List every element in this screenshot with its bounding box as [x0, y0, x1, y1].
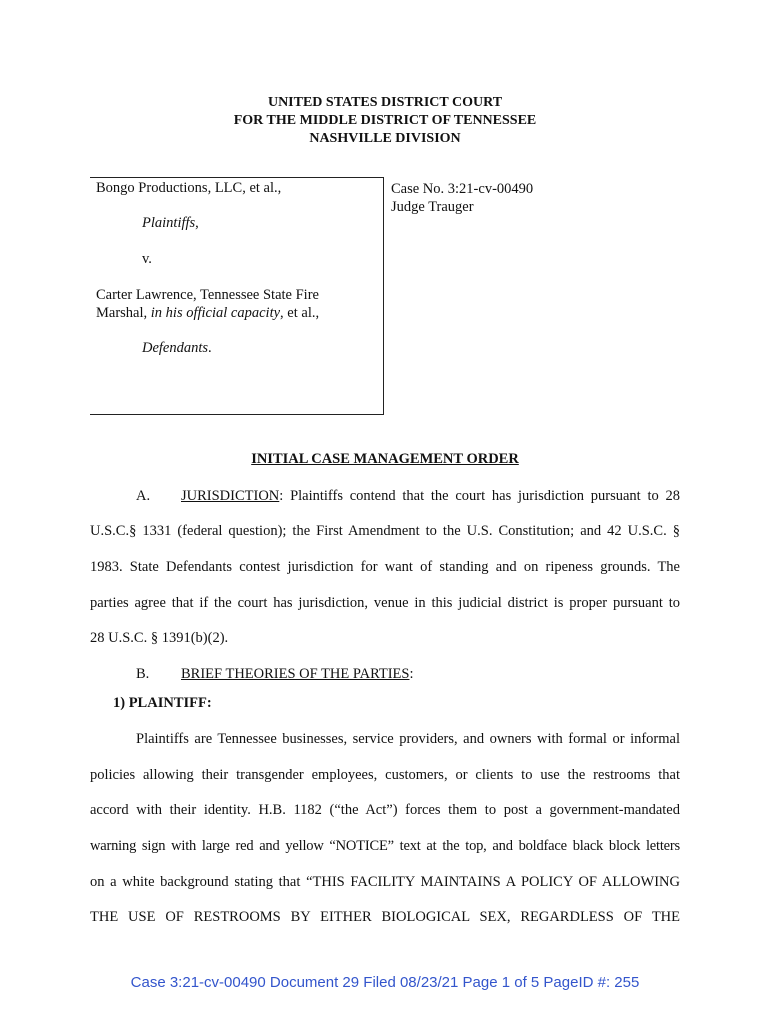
- case-info: [391, 180, 533, 216]
- section-a-line3: 1983. State Defendants contest jurisdiction for want of standing and on ripeness grounds. The: [90, 559, 680, 575]
- court-name: UNITED STATES DISTRICT COURT: [267, 95, 503, 110]
- court-heading: [0, 94, 770, 148]
- section-a-line4: parties agree that if the court has jurisdiction, venue in this judicial district is proper pursuant to: [90, 595, 680, 611]
- ecf-footer-stamp: Case 3:21-cv-00490 Document 29 Filed 08/23/21 Page 1 of 5 PageID #: 255: [130, 974, 640, 991]
- plaintiffs-label: Plaintiffs,: [142, 215, 199, 231]
- section-a-line1: JURISDICTION: Plaintiffs contend that the court has jurisdiction pursuant to 28: [181, 488, 680, 504]
- plaintiff-line6: THE USE OF RESTROOMS BY EITHER BIOLOGICAL SEX, REGARDLESS OF THE: [90, 909, 680, 925]
- court-district: FOR THE MIDDLE DISTRICT OF TENNESSEE: [233, 113, 537, 128]
- plaintiff-name: Bongo Productions, LLC, et al.,: [96, 180, 282, 196]
- versus: v.: [142, 251, 152, 267]
- section-a-line5: 28 U.S.C. § 1391(b)(2).: [90, 630, 229, 646]
- defendant-name-line2: Marshal, in his official capacity, et al.,: [96, 305, 320, 321]
- plaintiff-subheading: 1) PLAINTIFF:: [113, 695, 212, 711]
- defendants-label: Defendants.: [142, 340, 212, 356]
- plaintiff-line3: accord with their identity. H.B. 1182 (“the Act”) forces them to post a government-mandated: [90, 802, 680, 818]
- defendant-name-line1: Carter Lawrence, Tennessee State Fire: [96, 287, 319, 303]
- plaintiff-line2: policies allowing their transgender employees, customers, or clients to use the restrooms that: [90, 767, 680, 783]
- judge-name: Judge Trauger: [391, 199, 474, 215]
- section-b-letter: B.: [136, 666, 150, 682]
- plaintiff-line1: Plaintiffs are Tennessee businesses, service providers, and owners with formal or informal: [136, 731, 680, 747]
- plaintiff-line4: warning sign with large red and yellow “NOTICE” text at the top, and boldface black block letters: [90, 838, 680, 854]
- section-a-line2: U.S.C.§ 1331 (federal question); the First Amendment to the U.S. Constitution; and 42 U.S.C. §: [90, 523, 680, 539]
- case-caption-box: [90, 177, 384, 415]
- court-division: NASHVILLE DIVISION: [309, 131, 461, 146]
- section-b-heading: BRIEF THEORIES OF THE PARTIES:: [181, 666, 414, 682]
- case-number: Case No. 3:21-cv-00490: [391, 181, 534, 197]
- order-title: INITIAL CASE MANAGEMENT ORDER: [251, 451, 519, 467]
- section-a-letter: A.: [136, 488, 151, 504]
- plaintiff-line5: on a white background stating that “THIS FACILITY MAINTAINS A POLICY OF ALLOWING: [90, 874, 680, 890]
